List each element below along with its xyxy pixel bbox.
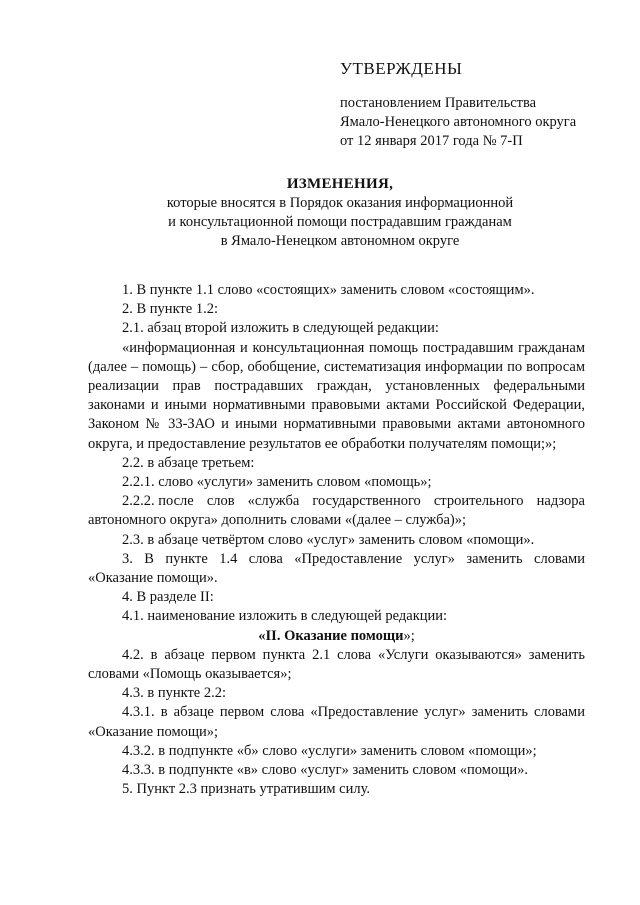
paragraph-item-4-3-1: 4.3.1. в абзаце первом слова «Предоставление услуг» заменить словами «Оказание помощи»; [88,704,585,740]
word: слов [206,493,235,510]
paragraph-item-1: 1. В пункте 1.1 слово «состоящих» заменить словом «состоящим». [122,282,535,298]
word: государственного [312,493,421,510]
paragraph-quote-definition: «информационная и консультационная помощь пострадавшим гражданам (далее – помощь) – сбор, обобщение, систематизация информации по вопросам реализации прав пострадавших граждан, установленных федеральными законами и иными нормативными правовыми актами Российской Федерации, Законом № 33-ЗАО и иными нормативными правовыми актами автономного округа, и предоставление результатов ее обработки получателям помощи;»; [88,339,585,452]
paragraph-item-2-2: 2.2. в абзаце третьем: [122,454,255,471]
document-title: ИЗМЕНЕНИЯ, [286,176,394,192]
paragraph-item-4-3-3: 4.3.3. в подпункте «в» слово «услуг» заменить словом «помощи». [122,762,528,779]
document-title-block [90,174,590,251]
paragraph-item-4: 4. В разделе II: [122,589,214,606]
paragraph-item-4-1: 4.1. наименование изложить в следующей редакции: [122,608,448,625]
section-heading-tail: »; [403,627,415,644]
approval-block [340,58,630,151]
approval-line: постановлением Правительства [340,95,537,111]
paragraph-item-4-3: 4.3. в пункте 2.2: [122,685,227,702]
approval-heading: УТВЕРЖДЕНЫ [340,59,463,78]
paragraph-item-4-2: 4.2. в абзаце первом пункта 2.1 слова «Услуги оказываются» заменить словами «Помощь оказывается»; [88,646,585,683]
section-heading-bold: «II. Оказание помощи [258,627,404,644]
section-heading-quote [88,627,585,646]
word: строительного [433,493,524,510]
approval-line: Ямало-Ненецкого автономного округа [340,114,577,130]
document-subtitle-line: в Ямало-Ненецком автономном округе [220,233,460,249]
paragraph-item-5: 5. Пункт 2.3 признать утратившим силу. [122,781,371,798]
paragraph-item-2: 2. В пункте 1.2: [122,301,218,318]
paragraph-item-2-2-2-rest: автономного округа» дополнить словами «(далее – служба)»; [88,512,467,529]
paragraph-item-2-2-2-first-line [88,492,585,511]
word: надзора [536,493,585,510]
paragraph-item-4-3-2: 4.3.2. в подпункте «б» слово «услуги» заменить словом «помощи»; [122,742,537,759]
document-subtitle-line: которые вносятся в Порядок оказания информационной [166,195,514,211]
approval-line: от 12 января 2017 года № 7-П [340,133,523,149]
paragraph-item-3: 3. В пункте 1.4 слова «Предоставление услуг» заменить словами «Оказание помощи». [88,550,585,587]
paragraph-item-2-3: 2.3. в абзаце четвёртом слово «услуг» заменить словом «помощи». [122,531,535,548]
paragraph-item-2-1: 2.1. абзац второй изложить в следующей редакции: [122,320,439,337]
document-subtitle-line: и консультационной помощи пострадавшим гражданам [168,214,512,230]
word: «служба [247,493,300,510]
paragraph-item-2-2-1: 2.2.1. слово «услуги» заменить словом «помощь»; [122,474,432,491]
word: 2.2.2. после [122,493,194,510]
document-body [88,281,585,799]
